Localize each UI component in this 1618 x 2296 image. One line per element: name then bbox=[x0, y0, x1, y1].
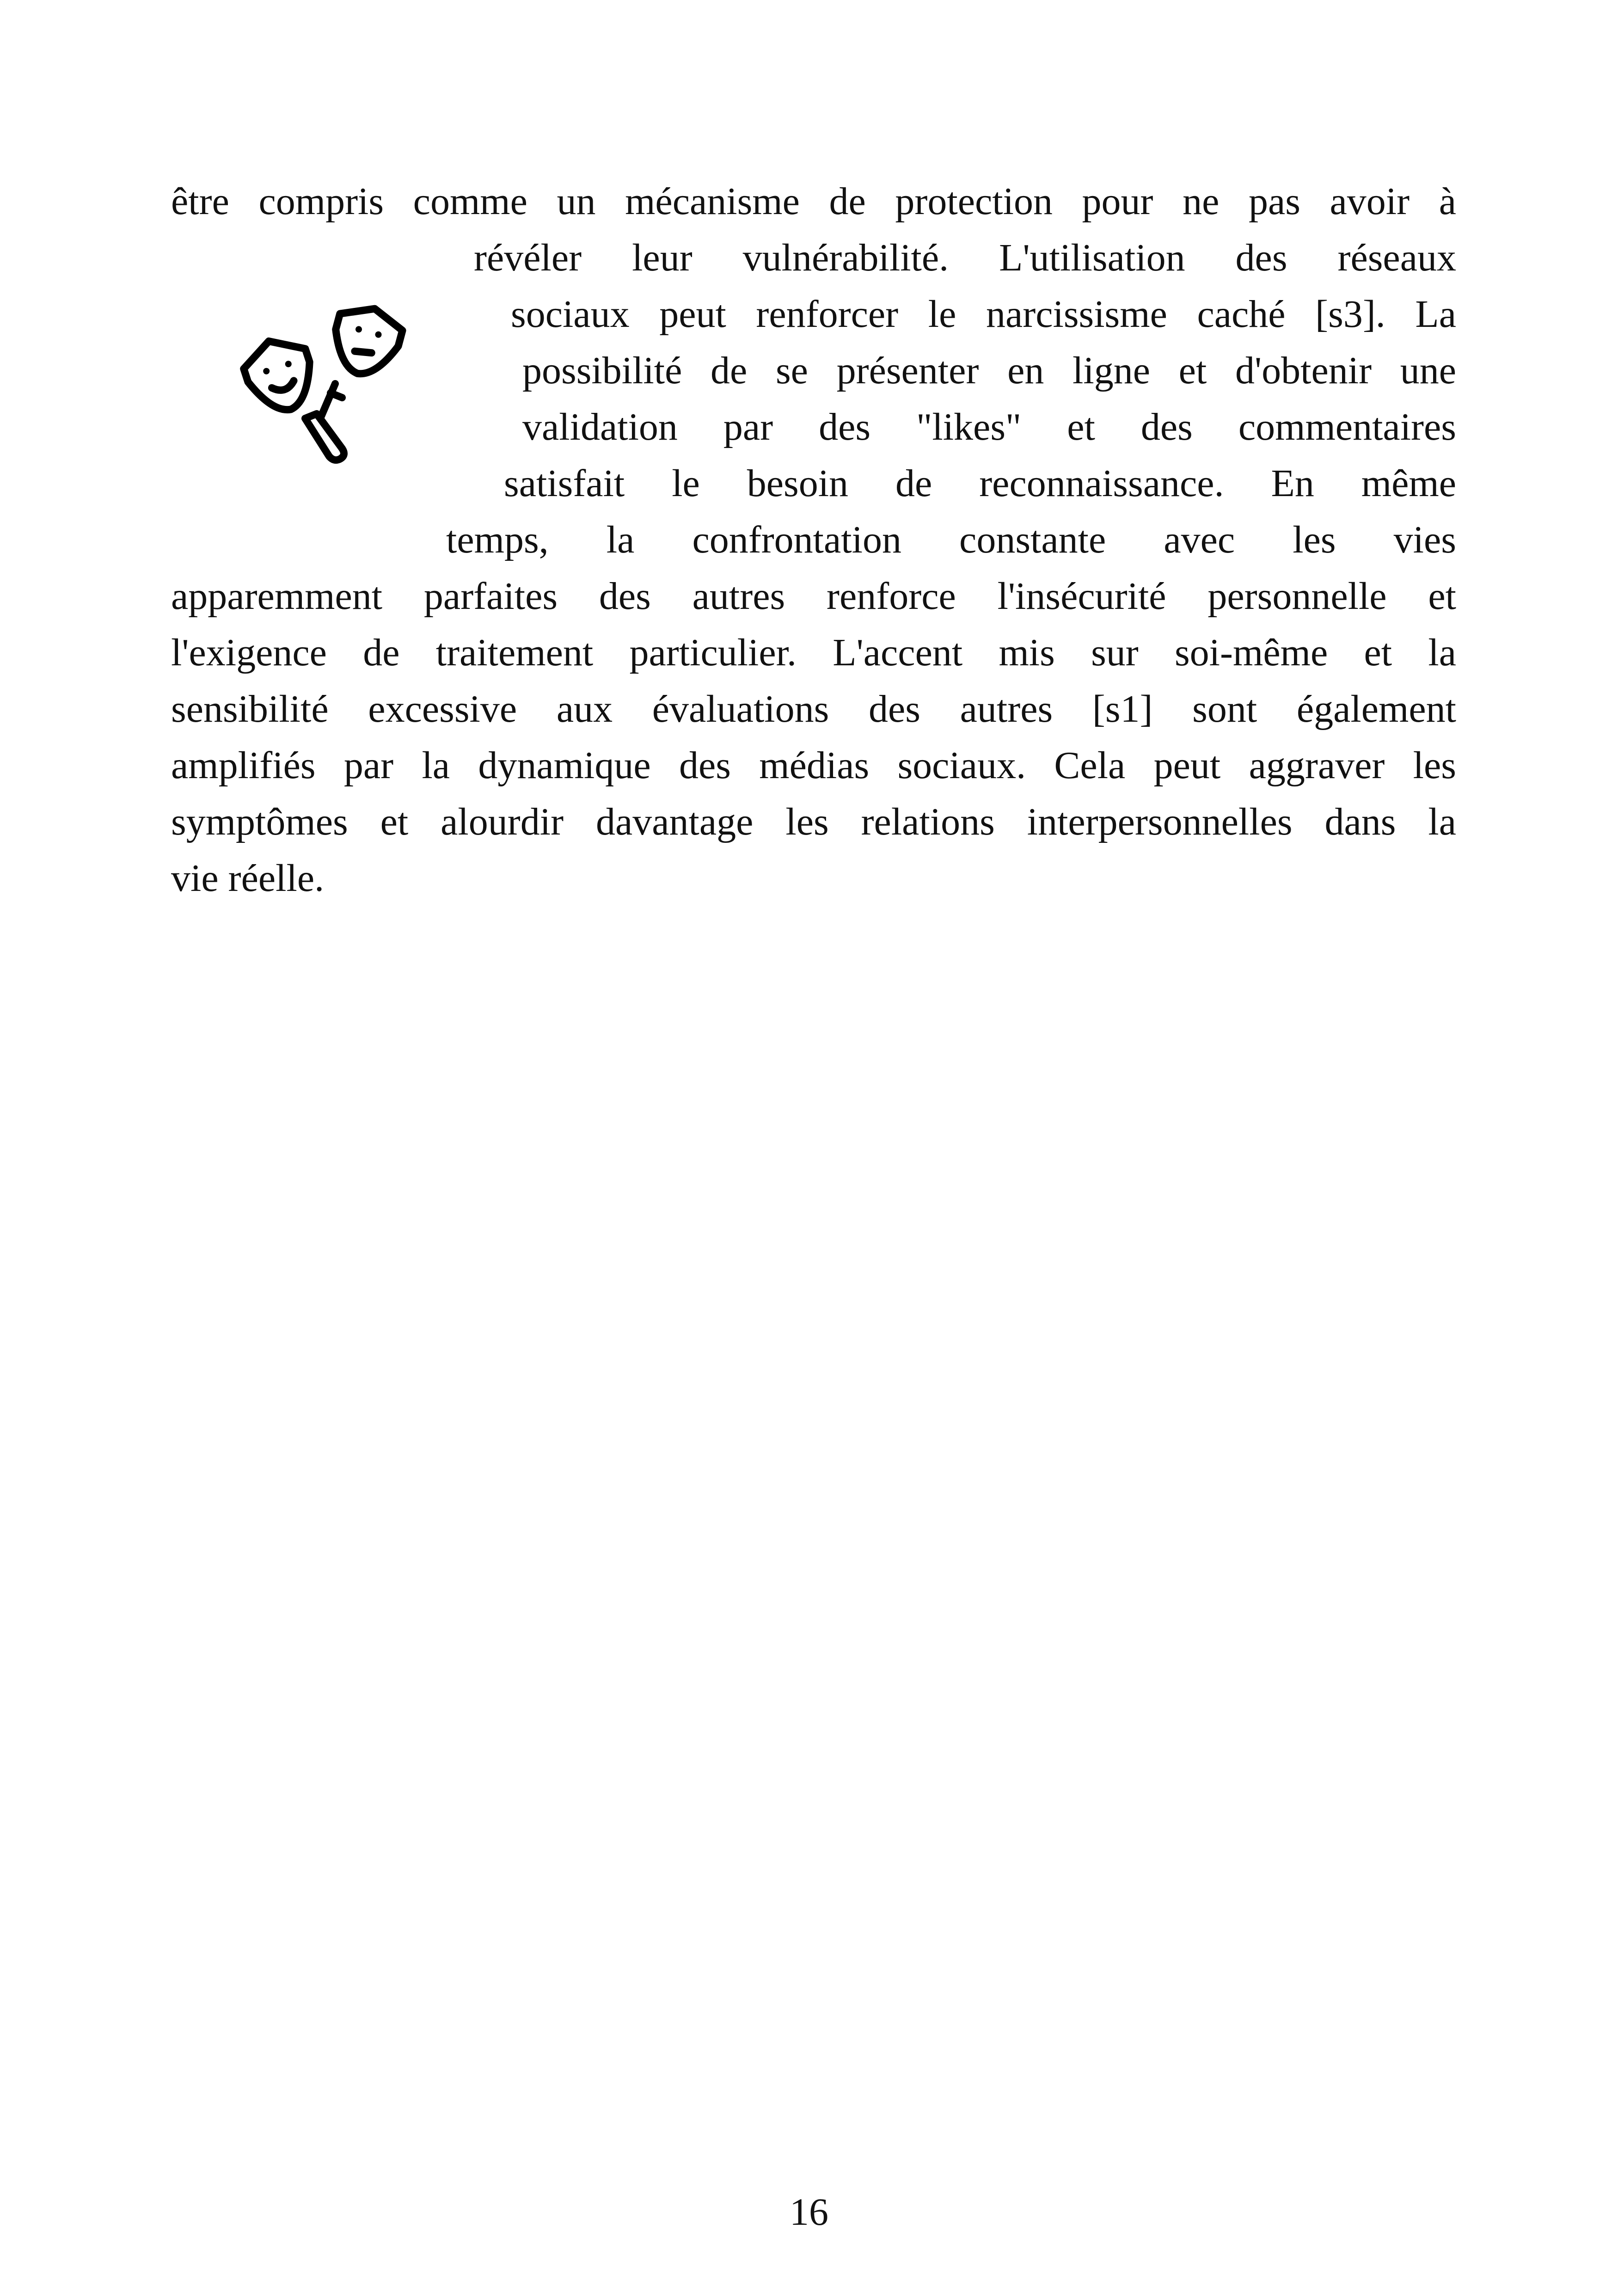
body-line: vie réelle. bbox=[171, 857, 325, 900]
page-number: 16 bbox=[790, 2191, 828, 2234]
body-line: validation par des "likes" et des commentaires bbox=[522, 405, 1456, 448]
body-line: sensibilité excessive aux évaluations des autres [s1] sont également bbox=[171, 688, 1456, 731]
body-line: l'exigence de traitement particulier. L'accent mis sur soi-même et la bbox=[171, 631, 1456, 674]
theater-masks-icon bbox=[227, 303, 430, 474]
body-line: être compris comme un mécanisme de protection pour ne pas avoir à bbox=[171, 180, 1456, 223]
body-line: amplifiés par la dynamique des médias sociaux. Cela peut aggraver les bbox=[171, 744, 1456, 787]
body-line: sociaux peut renforcer le narcissisme caché [s3]. La bbox=[511, 293, 1456, 336]
body-line: possibilité de se présenter en ligne et d'obtenir une bbox=[522, 349, 1456, 392]
body-line: apparemment parfaites des autres renforce l'insécurité personnelle et bbox=[171, 575, 1456, 618]
body-line: symptômes et alourdir davantage les relations interpersonnelles dans la bbox=[171, 800, 1456, 843]
body-line: satisfait le besoin de reconnaissance. En même bbox=[504, 462, 1456, 505]
body-paragraph bbox=[171, 173, 1456, 907]
body-line: temps, la confrontation constante avec les vies bbox=[446, 518, 1456, 561]
body-line: révéler leur vulnérabilité. L'utilisation des réseaux bbox=[474, 236, 1456, 279]
